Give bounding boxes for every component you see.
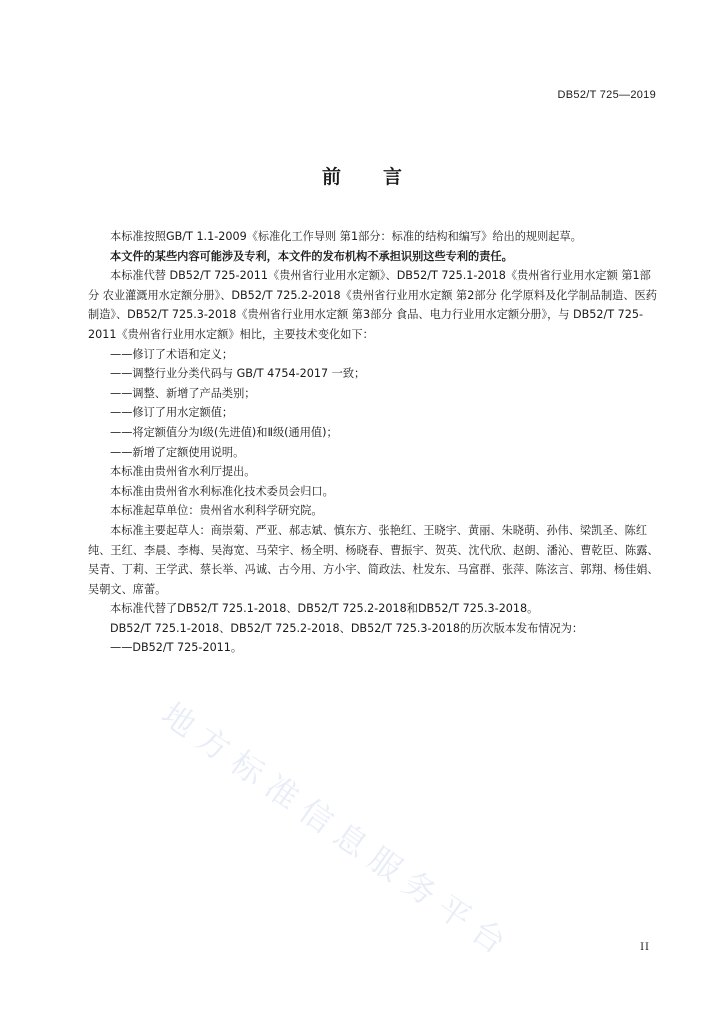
watermark-text: 地方标准信息服务平台 <box>154 694 521 967</box>
change-item-terms: ——修订了术语和定义； <box>110 347 234 361</box>
paragraph-history-intro: DB52/T 725.1-2018、DB52/T 725.2-2018、DB52/T 725.3-2018的历次版本发布情况为： <box>110 621 584 635</box>
change-item-values: ——修订了用水定额值； <box>110 406 234 420</box>
change-item-instructions: ——新增了定额使用说明。 <box>110 445 245 459</box>
page-number: II <box>640 942 650 953</box>
change-item-classification: ——调整行业分类代码与 GB/T 4754-2017 一致； <box>110 367 366 381</box>
history-item: ——DB52/T 725-2011。 <box>110 641 243 655</box>
paragraph-proposer: 本标准由贵州省水利厅提出。 <box>110 465 256 479</box>
document-code: DB52/T 725—2019 <box>557 89 656 101</box>
change-item-levels: ——将定额值分为Ⅰ级(先进值)和Ⅱ级(通用值)； <box>110 425 338 439</box>
foreword-body <box>88 227 660 658</box>
page-title: 前言 <box>321 166 444 188</box>
paragraph-drafting-unit: 本标准起草单位：贵州省水利科学研究院。 <box>110 504 323 518</box>
paragraph-replaces: 本标准代替 DB52/T 725-2011《贵州省行业用水定额》、DB52/T 725.1-2018《贵州省行业用水定额 第1部分 农业灌溉用水定额分册》、DB52/T 725.2-2018《贵州省行业用水定额 第2部分 化学原料及化学制品制造、医药制造》、DB52/T 725.3-2018《贵州省行业用水定额 第3部分 食品、电力行业用水定额分册》，与 DB52/T 725-2011《贵州省行业用水定额》相比，主要技术变化如下： <box>88 269 657 341</box>
paragraph-supersedes: 本标准代替了DB52/T 725.1-2018、DB52/T 725.2-2018和DB52/T 725.3-2018。 <box>110 602 539 616</box>
paragraph-administrator: 本标准由贵州省水利标准化技术委员会归口。 <box>110 484 334 498</box>
paragraph-drafting-rules: 本标准按照GB/T 1.1-2009《标准化工作导则 第1部分：标准的结构和编写》给出的规则起草。 <box>110 230 582 243</box>
paragraph-patent-notice: 本文件的某些内容可能涉及专利，本文件的发布机构不承担识别这些专利的责任。 <box>110 249 513 263</box>
change-item-categories: ——调整、新增了产品类别； <box>110 386 256 400</box>
paragraph-drafters: 本标准主要起草人：商崇菊、严亚、郝志斌、慎东方、张艳红、王晓宇、黄丽、朱晓萌、孙伟、梁凯圣、陈红纯、王红、李晨、李梅、吴海宽、马荣宇、杨全明、杨晓春、曹振宇、贺英、沈代欣、赵朗、潘沁、曹乾臣、陈露、吴青、丁莉、王学武、蔡长举、冯诚、古今用、方小宇、简政法、杜发东、马富群、张萍、陈泫言、郭翔、杨佳娟、吴朝文、席蕾。 <box>88 523 659 596</box>
